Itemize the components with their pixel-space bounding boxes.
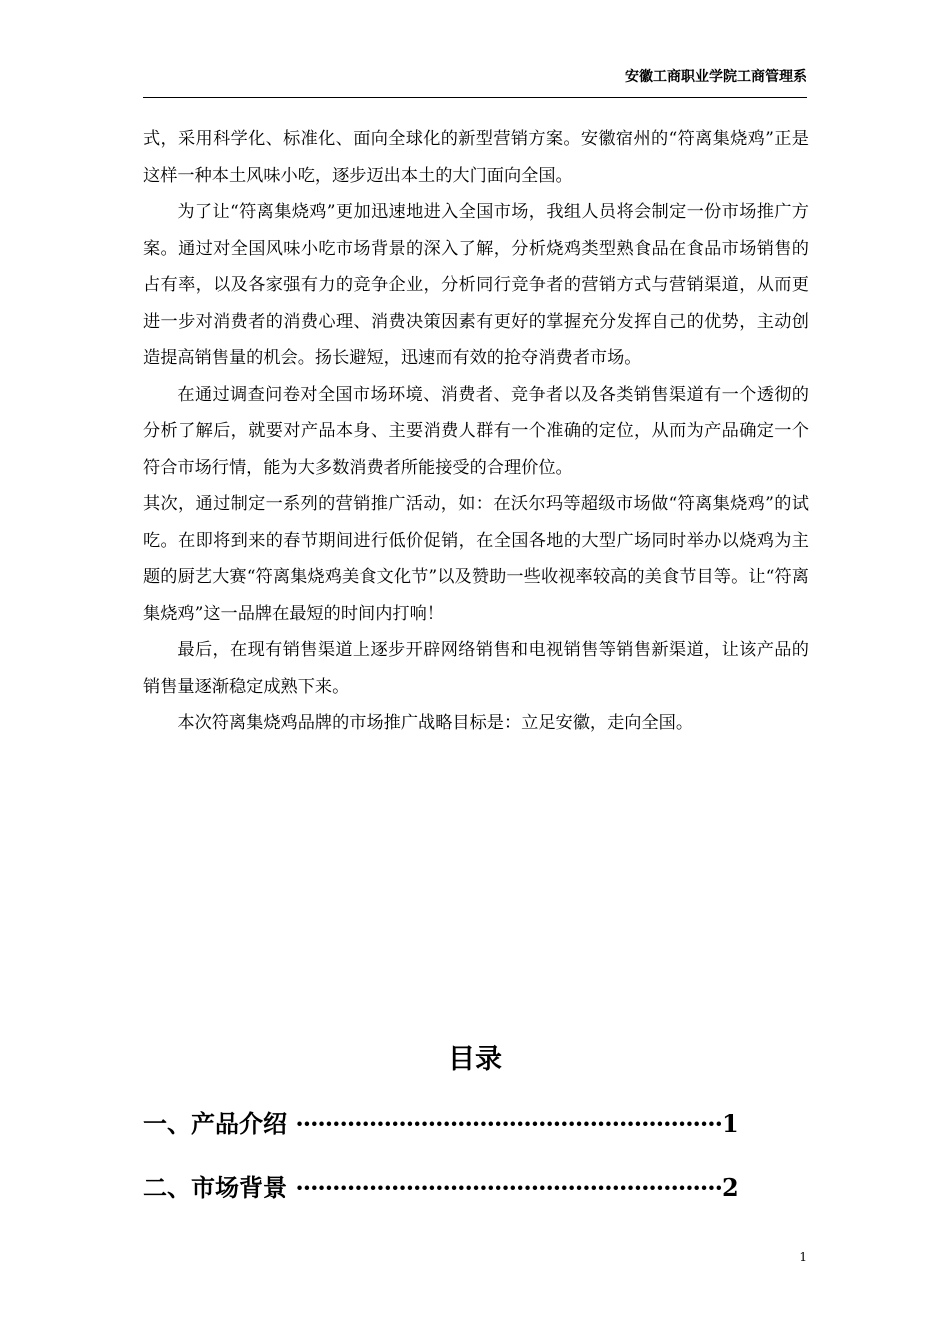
toc-entry-label: 二、市场背景 (143, 1174, 287, 1202)
toc-title: 目录 (448, 1044, 502, 1075)
toc-leader-dots: ·························································· (295, 1173, 722, 1202)
paragraph: 为了让“符离集烧鸡”更加迅速地进入全国市场，我组人员将会制定一份市场推广方案。通过对全国风味小吃市场背景的深入了解，分析烧鸡类型熟食品在食品市场销售的占有率，以及各家强有力的竞争企业，分析同行竞争者的营销方式与营销渠道，从而更进一步对消费者的消费心理、消费决策因素有更好的掌握充分发挥自己的优势，主动创造提高销售量的机会。扬长避短，迅速而有效的抢夺消费者市场。 (143, 202, 809, 368)
paragraph: 在通过调查问卷对全国市场环境、消费者、竞争者以及各类销售渠道有一个透彻的分析了解后，就要对产品本身、主要消费人群有一个准确的定位，从而为产品确定一个符合市场行情，能为大多数消费者所能接受的合理价位。 (143, 384, 809, 478)
page-header: 安徽工商职业学院工商管理系 (625, 69, 807, 85)
toc-entry-market-background[interactable] (143, 1170, 739, 1206)
toc-page-number: 1 (721, 1109, 739, 1138)
toc-leader-dots: ·························································· (295, 1109, 722, 1138)
toc-entry-label: 一、产品介绍 (143, 1110, 287, 1138)
paragraph: 本次符离集烧鸡品牌的市场推广战略目标是：立足安徽，走向全国。 (177, 713, 694, 733)
toc-entry-product-intro[interactable] (143, 1106, 739, 1142)
paragraph: 式，采用科学化、标准化、面向全球化的新型营销方案。安徽宿州的“符离集烧鸡”正是这样一种本土风味小吃，逐步迈出本土的大门面向全国。 (143, 129, 809, 186)
paragraph: 最后，在现有销售渠道上逐步开辟网络销售和电视销售等销售新渠道，让该产品的销售量逐渐稳定成熟下来。 (143, 640, 809, 697)
toc-page-number: 2 (721, 1173, 739, 1202)
paragraph: 其次，通过制定一系列的营销推广活动，如：在沃尔玛等超级市场做“符离集烧鸡”的试吃。在即将到来的春节期间进行低价促销，在全国各地的大型广场同时举办以烧鸡为主题的厨艺大赛“符离集烧鸡美食文化节”以及赞助一些收视率较高的美食节目等。让“符离集烧鸡”这一品牌在最短的时间内打响！ (143, 494, 809, 624)
header-divider (143, 97, 807, 98)
page-number: 1 (799, 1250, 807, 1264)
body-text (143, 121, 809, 742)
